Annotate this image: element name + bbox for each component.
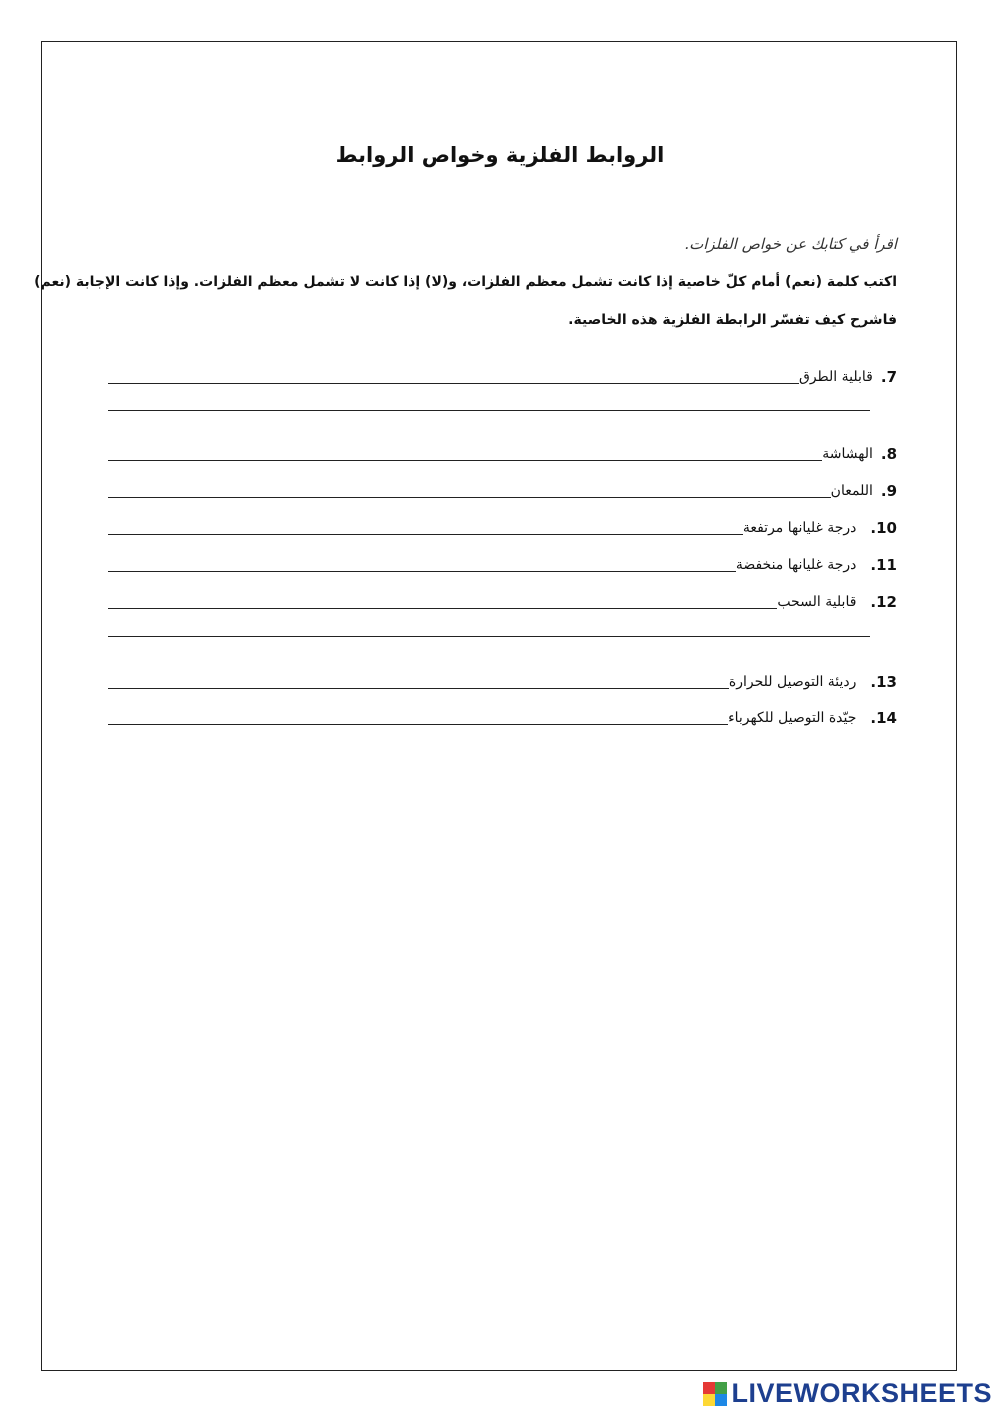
- question-number: 11.: [870, 556, 897, 574]
- answer-line-q14[interactable]: [108, 724, 728, 725]
- logo-text: LIVEWORKSHEETS: [731, 1378, 992, 1408]
- intro-read-text: اقرأ في كتابك عن خواص الفلزات.: [684, 235, 897, 253]
- answer-line-q7-extra[interactable]: [108, 410, 870, 411]
- question-label: جيّدة التوصيل للكهرباء: [728, 710, 857, 726]
- answer-line-q12-extra[interactable]: [108, 636, 870, 637]
- question-9-row: [108, 475, 897, 501]
- question-10-row: [108, 512, 897, 538]
- logo-square-yellow: [703, 1394, 715, 1406]
- answer-line-q9[interactable]: [108, 497, 831, 498]
- answer-line-q8[interactable]: [108, 460, 822, 461]
- logo-badge-icon: [703, 1382, 727, 1406]
- question-12-row: [108, 586, 897, 612]
- answer-line-q13[interactable]: [108, 688, 729, 689]
- question-number: 13.: [870, 673, 897, 691]
- question-number: 14.: [870, 709, 897, 727]
- question-label: رديئة التوصيل للحرارة: [728, 674, 857, 690]
- answer-line-q10[interactable]: [108, 534, 743, 535]
- question-14-row: [108, 702, 897, 728]
- question-number: 10.: [870, 519, 897, 537]
- intro-instruction-line1: اكتب كلمة (نعم) أمام كلّ خاصية إذا كانت تشمل معظم الفلزات، و(لا) إذا كانت لا تشمل معظم الفلزات. وإذا كانت الإجابة (نعم): [34, 274, 897, 290]
- question-number: 7.: [880, 368, 897, 386]
- answer-line-q11[interactable]: [108, 571, 736, 572]
- question-label: درجة غليانها مرتفعة: [742, 520, 857, 536]
- question-8-row: [108, 438, 897, 464]
- question-label: الهشاشة: [822, 446, 873, 462]
- question-13-row: [108, 666, 897, 692]
- answer-line-q7[interactable]: [108, 383, 799, 384]
- intro-instruction-line2: فاشرح كيف تفسّر الرابطة الفلزية هذه الخاصية.: [568, 312, 897, 328]
- logo-square-green: [715, 1382, 727, 1394]
- question-number: 9.: [880, 482, 897, 500]
- question-number: 8.: [880, 445, 897, 463]
- question-label: اللمعان: [830, 483, 873, 499]
- logo-square-red: [703, 1382, 715, 1394]
- page-title: الروابط الفلزية وخواص الروابط: [335, 143, 665, 167]
- question-7-row: [108, 361, 897, 387]
- question-label: قابلية السحب: [777, 594, 857, 610]
- question-number: 12.: [870, 593, 897, 611]
- question-label: درجة غليانها منخفضة: [735, 557, 857, 573]
- question-label: قابلية الطرق: [798, 369, 873, 385]
- question-11-row: [108, 549, 897, 575]
- answer-line-q12[interactable]: [108, 608, 777, 609]
- liveworksheets-logo: [703, 1378, 992, 1409]
- logo-square-blue: [715, 1394, 727, 1406]
